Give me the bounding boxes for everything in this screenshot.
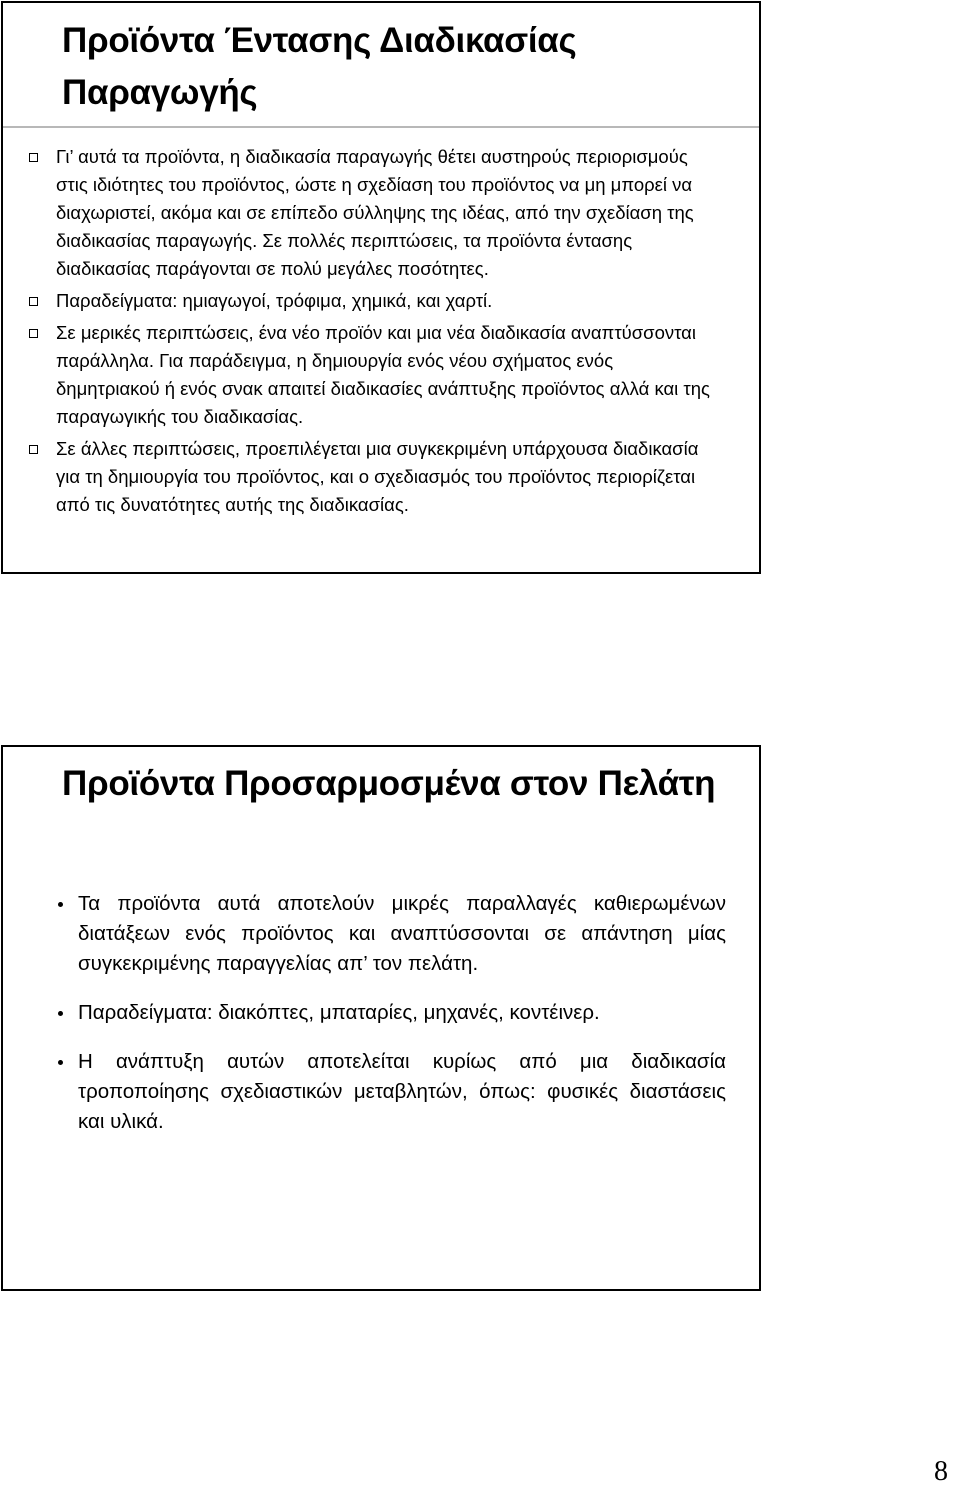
slide-1-bullet-4-text: Σε άλλες περιπτώσεις, προεπιλέγεται μια συγκεκριμένη υπάρχουσα διαδικασία για τη δημιουργία του προϊόντος, και ο σχεδιασμός του προϊόντος περιορίζεται από τις δυνατότητες αυτής της διαδικασίας.	[56, 438, 699, 515]
hollow-square-bullet-icon	[29, 445, 38, 454]
slide-1-bullet-2	[29, 287, 719, 315]
slide-1-bullet-1-text: Γι’ αυτά τα προϊόντα, η διαδικασία παραγωγής θέτει αυστηρούς περιορισμούς στις ιδιότητες του προϊόντος, ώστε η σχεδίαση του προϊόντος να μη μπορεί να διαχωριστεί, ακόμα και σε επίπεδο σύλληψης της ιδέας, από την σχεδίαση της διαδικασίας παραγωγής. Σε πολλές περιπτώσεις, τα προϊόντα έντασης διαδικασίας παράγονται σε πολύ μεγάλες ποσότητες.	[56, 146, 694, 279]
slide-2-bullet-3-text: Η ανάπτυξη αυτών αποτελείται κυρίως από μια διαδικασία τροποποίησης σχεδιαστικών μεταβλητών, όπως: φυσικές διαστάσεις και υλικά.	[78, 1050, 726, 1133]
slide-2-bullet-2-text: Παραδείγματα: διακόπτες, μπαταρίες, μηχανές, κοντέινερ.	[78, 1001, 600, 1024]
slide-2-bullet-3	[56, 1047, 726, 1137]
slide-1-bullet-3	[29, 319, 719, 431]
page-number: 8	[934, 1456, 948, 1487]
slide-2-bullet-1-text: Τα προϊόντα αυτά αποτελούν μικρές παραλλαγές καθιερωμένων διατάξεων ενός προϊόντος και αναπτύσσονται σε απάντηση μίας συγκεκριμένης παραγγελίας απ’ τον πελάτη.	[78, 892, 726, 975]
slide-1-bullet-list	[29, 143, 719, 523]
slide-1-bullet-1	[29, 143, 719, 283]
slide-2-bullet-2	[56, 998, 726, 1028]
slide-2-title: Προϊόντα Προσαρμοσμένα στον Πελάτη	[62, 764, 716, 803]
slide-1-title-divider	[3, 126, 759, 128]
slide-1-title: Προϊόντα Έντασης Διαδικασίας Παραγωγής	[62, 21, 577, 112]
slide-1-bullet-3-text: Σε μερικές περιπτώσεις, ένα νέο προϊόν και μια νέα διαδικασία αναπτύσσονται παράλληλα. Για παράδειγμα, η δημιουργία ενός νέου σχήματος ενός δημητριακού ή ενός σνακ απαιτεί διαδικασίες ανάπτυξης προϊόντος αλλά και της παραγωγικής του διαδικασίας.	[56, 322, 710, 427]
dot-bullet-icon	[58, 1011, 63, 1016]
dot-bullet-icon	[58, 902, 63, 907]
hollow-square-bullet-icon	[29, 329, 38, 338]
dot-bullet-icon	[58, 1060, 63, 1065]
slide-2-bullet-list	[56, 889, 726, 1137]
slide-2-bullet-1	[56, 889, 726, 979]
hollow-square-bullet-icon	[29, 297, 38, 306]
hollow-square-bullet-icon	[29, 153, 38, 162]
slide-1	[1, 1, 761, 574]
slide-1-bullet-2-text: Παραδείγματα: ημιαγωγοί, τρόφιμα, χημικά, και χαρτί.	[56, 290, 493, 311]
slide-1-bullet-4	[29, 435, 719, 519]
